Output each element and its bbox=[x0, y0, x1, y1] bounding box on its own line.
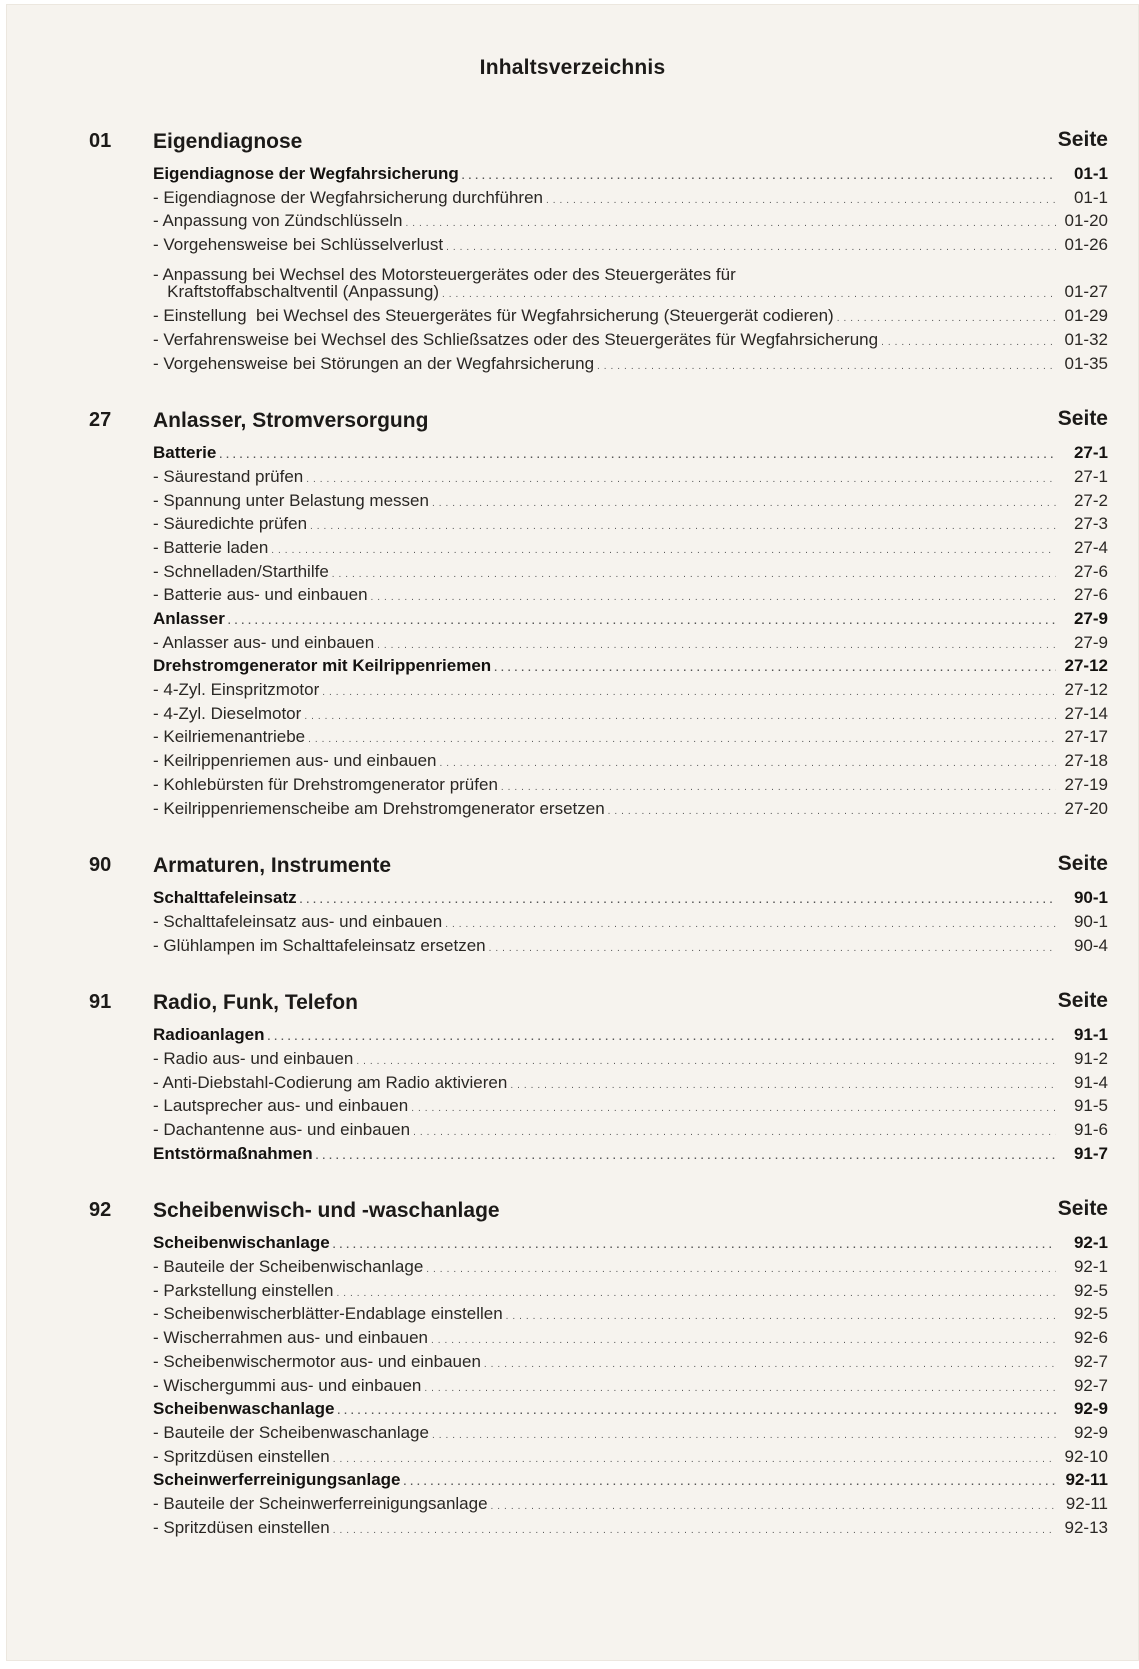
toc-entry[interactable] bbox=[153, 1492, 1108, 1516]
dot-leader bbox=[316, 1142, 1056, 1166]
entry-title: - 4-Zyl. Dieselmotor bbox=[153, 703, 302, 723]
dot-leader bbox=[304, 702, 1056, 726]
toc-entry[interactable] bbox=[153, 280, 1108, 304]
toc-entry[interactable] bbox=[153, 910, 1108, 934]
toc-entry[interactable] bbox=[153, 725, 1108, 749]
toc-section-91 bbox=[6, 991, 1139, 1165]
entry-page-number: 27-9 bbox=[1073, 609, 1108, 628]
dot-leader bbox=[333, 1445, 1056, 1469]
entry-page-number: 91-1 bbox=[1073, 1025, 1108, 1045]
dot-leader bbox=[432, 1421, 1056, 1445]
entry-page-number: 27-18 bbox=[1064, 751, 1108, 771]
entry-page-number: 01-1 bbox=[1073, 187, 1108, 207]
toc-entry[interactable] bbox=[153, 1071, 1108, 1095]
toc-entry[interactable] bbox=[153, 465, 1108, 489]
entry-title: Drehstromgenerator mit Keilrippenriemen bbox=[153, 656, 492, 676]
entry-title: Scheibenwaschanlage bbox=[153, 1399, 335, 1419]
entry-title: - Anpassung von Zündschlüsseln bbox=[153, 211, 403, 231]
entry-title: - Batterie laden bbox=[153, 537, 269, 557]
dot-leader bbox=[440, 749, 1056, 773]
entry-title: - Keilriemenantriebe bbox=[153, 727, 306, 747]
dot-leader bbox=[306, 465, 1056, 489]
entry-page-number: 91-2 bbox=[1073, 1048, 1108, 1068]
entry-page-number: 90-4 bbox=[1073, 935, 1108, 955]
toc-section-92 bbox=[6, 1199, 1139, 1539]
dot-leader bbox=[494, 654, 1056, 678]
toc-section-90 bbox=[6, 854, 1139, 957]
section-header bbox=[6, 130, 1139, 160]
entry-title: - Spritzdüsen einstellen bbox=[153, 1446, 330, 1466]
dot-leader bbox=[332, 560, 1056, 584]
entry-title: - Säuredichte prüfen bbox=[153, 514, 308, 534]
dot-leader bbox=[446, 233, 1056, 257]
entry-page-number: 27-1 bbox=[1073, 443, 1108, 463]
entry-title: - Spritzdüsen einstellen bbox=[153, 1517, 330, 1537]
entry-page-number: 92-7 bbox=[1073, 1375, 1108, 1395]
dot-leader bbox=[371, 583, 1056, 607]
dot-leader bbox=[484, 1350, 1056, 1374]
entry-title: - Bauteile der Scheinwerferreinigungsanlage bbox=[153, 1493, 488, 1513]
dot-leader bbox=[413, 1118, 1056, 1142]
toc-entry[interactable] bbox=[153, 233, 1108, 257]
entry-title: Anlasser bbox=[153, 609, 225, 628]
dot-leader bbox=[510, 1071, 1056, 1095]
dot-leader bbox=[739, 257, 1056, 281]
entry-page-number: 01-27 bbox=[1064, 282, 1108, 302]
dot-leader bbox=[228, 607, 1056, 631]
entry-page-number: 27-6 bbox=[1073, 561, 1108, 581]
entry-page-number: 92-1 bbox=[1073, 1233, 1108, 1253]
entry-page-number: 01-29 bbox=[1064, 306, 1108, 326]
toc-section-01 bbox=[6, 130, 1139, 375]
dot-leader bbox=[597, 352, 1056, 376]
entry-title: - Anti-Diebstahl-Codierung am Radio aktivieren bbox=[153, 1072, 508, 1092]
entry-page-number: 92-6 bbox=[1073, 1328, 1108, 1348]
entry-page-number: 90-1 bbox=[1073, 911, 1108, 931]
entry-title: - Schalttafeleinsatz aus- und einbauen bbox=[153, 911, 443, 931]
toc-entry[interactable] bbox=[153, 489, 1108, 513]
dot-leader bbox=[300, 886, 1056, 910]
entry-title: - Kohlebürsten für Drehstromgenerator prüfen bbox=[153, 774, 498, 794]
entry-title: - Schnelladen/Starthilfe bbox=[153, 561, 329, 581]
dot-leader bbox=[506, 1302, 1056, 1326]
entry-title: - Parkstellung einstellen bbox=[153, 1280, 334, 1300]
section-number: 27 bbox=[89, 409, 112, 432]
toc-entry[interactable] bbox=[153, 257, 1108, 285]
entry-page-number: 92-10 bbox=[1064, 1446, 1108, 1466]
entry-title: - Spannung unter Belastung messen bbox=[153, 490, 429, 510]
entry-title: Schalttafeleinsatz bbox=[153, 888, 297, 908]
page-title: Inhaltsverzeichnis bbox=[479, 56, 666, 79]
dot-leader bbox=[424, 1374, 1056, 1398]
toc-entry[interactable] bbox=[153, 1326, 1108, 1350]
dot-leader bbox=[336, 1279, 1056, 1303]
entry-page-number: 92-5 bbox=[1073, 1304, 1108, 1324]
toc-heading-entry[interactable] bbox=[153, 1397, 1108, 1421]
dot-leader bbox=[546, 186, 1056, 210]
entry-title: Scheinwerferreinigungsanlage bbox=[153, 1470, 401, 1490]
entry-page-number: 27-17 bbox=[1064, 727, 1108, 747]
dot-leader bbox=[881, 328, 1056, 352]
dot-leader bbox=[308, 725, 1056, 749]
entry-title: - Dachantenne aus- und einbauen bbox=[153, 1120, 411, 1139]
entry-title: - Anpassung bei Wechsel des Motorsteuergerätes oder des Steuergerätes für bbox=[153, 265, 736, 285]
toc-heading-entry[interactable] bbox=[153, 1142, 1108, 1166]
entry-title: - Bauteile der Scheibenwischanlage bbox=[153, 1257, 424, 1277]
dot-leader bbox=[219, 441, 1056, 465]
entry-title: - Vorgehensweise bei Störungen an der Wegfahrsicherung bbox=[153, 353, 595, 373]
dot-leader bbox=[489, 934, 1056, 958]
toc-entry[interactable] bbox=[153, 678, 1108, 702]
page-column-header: Seite bbox=[1057, 407, 1108, 431]
toc-entry[interactable] bbox=[153, 1350, 1108, 1374]
dot-leader bbox=[404, 1468, 1056, 1492]
entry-page-number: 92-7 bbox=[1073, 1351, 1108, 1371]
toc-entry[interactable] bbox=[153, 934, 1108, 958]
entry-page-number: 27-2 bbox=[1073, 490, 1108, 510]
section-title: Eigendiagnose bbox=[153, 130, 303, 153]
section-number: 90 bbox=[89, 854, 112, 877]
toc-entry[interactable] bbox=[153, 304, 1108, 328]
toc-entry[interactable] bbox=[153, 352, 1108, 376]
toc-entry[interactable] bbox=[153, 1445, 1108, 1469]
page-column-header: Seite bbox=[1057, 1197, 1108, 1221]
entry-title: - Radio aus- und einbauen bbox=[153, 1048, 354, 1068]
toc-entry[interactable] bbox=[153, 797, 1108, 821]
dot-leader bbox=[322, 678, 1056, 702]
entry-page-number: 01-35 bbox=[1064, 353, 1108, 373]
entry-title: - Scheibenwischermotor aus- und einbauen bbox=[153, 1351, 481, 1371]
toc-entry[interactable] bbox=[153, 583, 1108, 607]
dot-leader bbox=[462, 162, 1056, 186]
section-header bbox=[6, 409, 1139, 439]
dot-leader bbox=[442, 280, 1056, 304]
toc-entry[interactable] bbox=[153, 1516, 1108, 1540]
entry-page-number: 27-14 bbox=[1064, 703, 1108, 723]
page-column-header: Seite bbox=[1057, 852, 1108, 876]
entry-page-number: 27-12 bbox=[1064, 656, 1108, 676]
entry-page-number: 27-1 bbox=[1073, 466, 1108, 486]
entry-title: Entstörmaßnahmen bbox=[153, 1143, 313, 1163]
entry-page-number: 91-6 bbox=[1073, 1120, 1108, 1139]
dot-leader bbox=[406, 209, 1057, 233]
dot-leader bbox=[608, 797, 1056, 821]
entry-title: - Lautsprecher aus- und einbauen bbox=[153, 1096, 409, 1116]
toc-heading-entry[interactable] bbox=[153, 607, 1108, 631]
entry-title: - Säurestand prüfen bbox=[153, 466, 304, 486]
toc-heading-entry[interactable] bbox=[153, 654, 1108, 678]
dot-leader bbox=[333, 1231, 1056, 1255]
toc-section-27 bbox=[6, 409, 1139, 820]
entry-page-number: 91-5 bbox=[1073, 1096, 1108, 1116]
table-of-contents bbox=[6, 130, 1139, 1573]
section-title: Radio, Funk, Telefon bbox=[153, 991, 358, 1015]
section-number: 01 bbox=[89, 130, 112, 152]
entry-page-number: 92-13 bbox=[1064, 1517, 1108, 1537]
dot-leader bbox=[426, 1255, 1056, 1279]
dot-leader bbox=[491, 1492, 1056, 1516]
entry-title: - Scheibenwischerblätter-Endablage einstellen bbox=[153, 1304, 503, 1324]
entry-page-number: 91-7 bbox=[1073, 1143, 1108, 1163]
toc-entry[interactable] bbox=[153, 1255, 1108, 1279]
entry-page-number: 27-12 bbox=[1064, 680, 1108, 700]
toc-heading-entry[interactable] bbox=[153, 886, 1108, 910]
toc-entry[interactable] bbox=[153, 1094, 1108, 1118]
toc-heading-entry[interactable] bbox=[153, 1468, 1108, 1492]
entry-title: - Eigendiagnose der Wegfahrsicherung durchführen bbox=[153, 187, 543, 207]
dot-leader bbox=[310, 512, 1056, 536]
entry-page-number: 92-9 bbox=[1073, 1399, 1108, 1419]
section-title: Anlasser, Stromversorgung bbox=[153, 409, 429, 433]
toc-entry[interactable] bbox=[153, 631, 1108, 655]
toc-heading-entry[interactable] bbox=[153, 1231, 1108, 1255]
dot-leader bbox=[333, 1516, 1056, 1540]
dot-leader bbox=[501, 773, 1056, 797]
toc-entry[interactable] bbox=[153, 536, 1108, 560]
entry-title: - Wischerrahmen aus- und einbauen bbox=[153, 1328, 428, 1348]
entry-page-number: 27-4 bbox=[1073, 537, 1108, 557]
entry-title: - Einstellung bei Wechsel des Steuergerätes für Wegfahrsicherung (Steuergerät codieren) bbox=[153, 306, 834, 326]
entry-page-number: 27-9 bbox=[1073, 632, 1108, 652]
entry-page-number: 92-9 bbox=[1073, 1422, 1108, 1442]
entry-title: - 4-Zyl. Einspritzmotor bbox=[153, 680, 320, 700]
toc-entry[interactable] bbox=[153, 773, 1108, 797]
entry-page-number: 01-1 bbox=[1073, 164, 1108, 183]
entry-title: Kraftstoffabschaltventil (Anpassung) bbox=[153, 282, 440, 302]
entry-title: - Keilrippenriemenscheibe am Drehstromgenerator ersetzen bbox=[153, 798, 605, 818]
dot-leader bbox=[431, 1326, 1056, 1350]
dot-leader bbox=[356, 1047, 1056, 1071]
dot-leader bbox=[432, 489, 1056, 513]
toc-entry[interactable] bbox=[153, 512, 1108, 536]
entry-page-number: 92-11 bbox=[1065, 1493, 1108, 1513]
entry-page-number: 01-32 bbox=[1064, 329, 1108, 349]
section-number: 91 bbox=[89, 991, 112, 1014]
entry-page-number: 91-4 bbox=[1073, 1072, 1108, 1092]
section-title: Scheibenwisch- und -waschanlage bbox=[153, 1199, 500, 1223]
page-column-header: Seite bbox=[1057, 989, 1108, 1013]
entry-title: Batterie bbox=[153, 443, 217, 463]
toc-entry[interactable] bbox=[153, 1302, 1108, 1326]
entry-page-number: 27-20 bbox=[1064, 798, 1108, 818]
entry-title: - Keilrippenriemen aus- und einbauen bbox=[153, 751, 437, 771]
toc-entry[interactable] bbox=[153, 749, 1108, 773]
entry-title: Eigendiagnose der Wegfahrsicherung bbox=[153, 164, 459, 183]
dot-leader bbox=[377, 631, 1056, 655]
toc-entry[interactable] bbox=[153, 1047, 1108, 1071]
entry-title: Radioanlagen bbox=[153, 1025, 265, 1045]
section-header bbox=[6, 854, 1139, 884]
entry-page-number: 27-6 bbox=[1073, 585, 1108, 605]
dot-leader bbox=[837, 304, 1056, 328]
entry-page-number: 01-26 bbox=[1064, 235, 1108, 255]
toc-entry[interactable] bbox=[153, 1279, 1108, 1303]
toc-entry[interactable] bbox=[153, 209, 1108, 233]
section-number: 92 bbox=[89, 1199, 112, 1222]
section-header bbox=[6, 991, 1139, 1021]
toc-entry[interactable] bbox=[153, 1374, 1108, 1398]
entry-title: Scheibenwischanlage bbox=[153, 1233, 330, 1253]
section-header bbox=[6, 1199, 1139, 1229]
dot-leader bbox=[337, 1397, 1056, 1421]
toc-heading-entry[interactable] bbox=[153, 162, 1108, 186]
dot-leader bbox=[267, 1023, 1056, 1047]
dot-leader bbox=[271, 536, 1056, 560]
toc-heading-entry[interactable] bbox=[153, 1023, 1108, 1047]
entry-title: - Vorgehensweise bei Schlüsselverlust bbox=[153, 235, 444, 255]
toc-entry[interactable] bbox=[153, 1118, 1108, 1142]
toc-entry[interactable] bbox=[153, 702, 1108, 726]
toc-entry[interactable] bbox=[153, 560, 1108, 584]
entry-page-number: 92-5 bbox=[1073, 1280, 1108, 1300]
toc-entry[interactable] bbox=[153, 1421, 1108, 1445]
document-page bbox=[6, 4, 1139, 1661]
toc-heading-entry[interactable] bbox=[153, 441, 1108, 465]
entry-page-number: 92-11 bbox=[1065, 1470, 1108, 1490]
entry-page-number: 92-1 bbox=[1073, 1257, 1108, 1277]
toc-entry[interactable] bbox=[153, 328, 1108, 352]
entry-page-number: 27-19 bbox=[1064, 774, 1108, 794]
dot-leader bbox=[411, 1094, 1056, 1118]
entry-title: - Anlasser aus- und einbauen bbox=[153, 632, 375, 652]
entry-title: - Wischergummi aus- und einbauen bbox=[153, 1375, 422, 1395]
page-column-header: Seite bbox=[1057, 128, 1108, 151]
entry-page-number: 01-20 bbox=[1064, 211, 1108, 231]
entry-title: - Verfahrensweise bei Wechsel des Schließsatzes oder des Steuergerätes für Wegfahrsicherung bbox=[153, 329, 879, 349]
entry-page-number: 90-1 bbox=[1073, 888, 1108, 908]
entry-title: - Glühlampen im Schalttafeleinsatz ersetzen bbox=[153, 935, 486, 955]
entry-page-number: 27-3 bbox=[1073, 514, 1108, 534]
toc-entry[interactable] bbox=[153, 186, 1108, 210]
entry-title: - Batterie aus- und einbauen bbox=[153, 585, 368, 605]
section-title: Armaturen, Instrumente bbox=[153, 854, 392, 878]
entry-title: - Bauteile der Scheibenwaschanlage bbox=[153, 1422, 429, 1442]
dot-leader bbox=[445, 910, 1056, 934]
